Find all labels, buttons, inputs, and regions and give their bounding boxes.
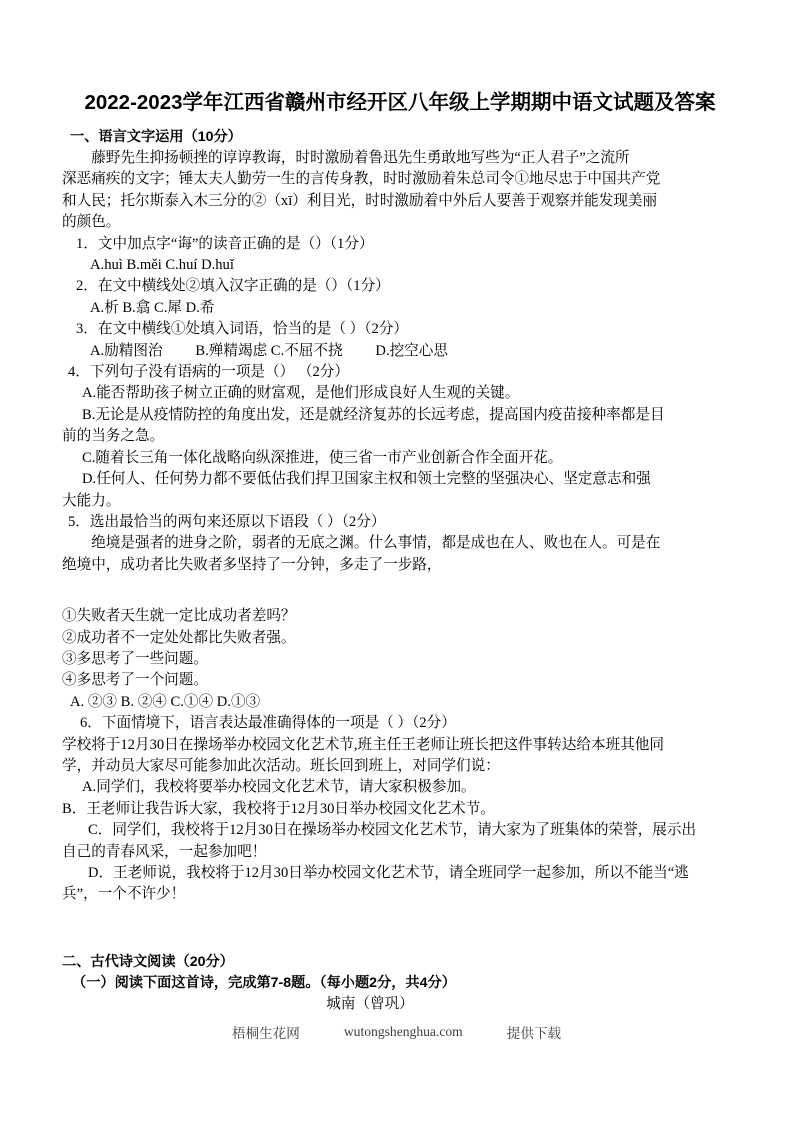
- question-6-option-c-cont: 自己的青春风采，一起参加吧！: [62, 843, 267, 860]
- question-4-option-d: D.任何人、任何势力都不要低估我们捍卫国家主权和领土完整的坚强决心、坚定意志和强: [82, 471, 651, 488]
- question-5-passage-line: 绝境是强者的进身之阶，弱者的无底之渊。什么事情，都是成也在人、败也在人。可是在: [91, 535, 661, 552]
- question-6-context-line: 学校将于12月30日在操场举办校园文化艺术节,班主任王老师让班长把这件事转达给本班其他同: [62, 736, 664, 753]
- footer-action: 提供下载: [506, 1026, 562, 1041]
- question-5-options: A. ②③ B. ②④ C.①④ D.①③: [70, 693, 261, 710]
- question-6-stem: 6．下面情境下，语言表达最准确得体的一项是（ ）（2分）: [80, 715, 456, 732]
- passage-line: 藤野先生抑扬顿挫的谆谆教诲，时时激励着鲁迅先生勇敢地写些为“正人君子”之流所: [91, 150, 630, 166]
- question-5-item-1: ①失败者天生就一定比成功者差吗？: [62, 608, 296, 625]
- question-6-context-line: 学，并动员大家尽可能参加此次活动。班长回到班上，对同学们说：: [62, 757, 500, 774]
- question-5-stem: 5．选出最恰当的两句来还原以下语段（ ）（2分）: [68, 513, 386, 530]
- passage-line: 和人民；托尔斯泰入木三分的②（xī）利目光，时时激励着中外后人要善于观察并能发现美丽: [62, 192, 658, 209]
- section-heading-two: 二、古代诗文阅读（20分）: [62, 953, 234, 970]
- section-two-subheading: （一）阅读下面这首诗，完成第7-8题。（每小题2分，共4分）: [72, 974, 456, 991]
- footer-domain: wutongshenghua.com: [343, 1024, 463, 1039]
- question-6-option-b: B．王老师让我告诉大家，我校将于12月30日举办校园文化艺术节。: [62, 800, 495, 817]
- question-3-stem: 3．在文中横线①处填入词语，恰当的是（ ）（2分）: [76, 321, 409, 338]
- footer-watermark: [0, 1022, 793, 1042]
- page-title: 2022-2023学年江西省赣州市经开区八年级上学期期中语文试题及答案: [84, 91, 716, 114]
- footer-site-name: 梧桐生花网: [231, 1026, 300, 1041]
- question-1-options: A.huì B.měi C.huí D.huǐ: [90, 257, 234, 274]
- question-3-options: A.励精图治 B.殚精竭虑 C.不屈不挠 D.挖空心思: [90, 342, 448, 359]
- passage-line: 深恶痛疾的文字；锤太夫人勤劳一生的言传身教，时时激励着朱总司令①地尽忠于中国共产党: [62, 171, 661, 188]
- question-4-stem: 4．下列句子没有语病的一项是（） （2分）: [68, 364, 349, 381]
- question-4-option-a: A.能否帮助孩子树立正确的财富观，是他们形成良好人生观的关键。: [82, 385, 520, 402]
- section-heading-one: 一、语言文字运用（10分）: [70, 129, 242, 145]
- question-4-option-c: C.随着长三角一体化战略向纵深推进，使三省一市产业创新合作全面开花。: [82, 449, 563, 466]
- question-5-item-2: ②成功者不一定处处都比失败者强。: [62, 629, 296, 646]
- question-5-passage-line: 绝境中，成功者比失败者多坚持了一分钟，多走了一步路，: [62, 556, 442, 573]
- poem-title: 城南（曾巩）: [326, 995, 414, 1012]
- question-5-item-4: ④多思考了一个问题。: [62, 672, 208, 689]
- passage-line: 的颜色。: [62, 214, 121, 231]
- question-4-option-d-cont: 大能力。: [62, 492, 121, 509]
- question-6-option-c: C．同学们，我校将于12月30日在操场举办校园文化艺术节，请大家为了班集体的荣誉，展示出: [88, 822, 697, 839]
- question-4-option-b-cont: 前的当务之急。: [62, 428, 165, 445]
- question-5-item-3: ③多思考了一些问题。: [62, 650, 208, 667]
- question-2-options: A.析 B.翕 C.犀 D.希: [90, 299, 215, 316]
- question-6-option-d: D．王老师说，我校将于12月30日举办校园文化艺术节，请全班同学一起参加，所以不能当“逃: [88, 865, 689, 881]
- question-4-option-b: B.无论是从疫情防控的角度出发，还是就经济复苏的长远考虑，提高国内疫苗接种率都是目: [82, 406, 665, 423]
- spacer: [62, 576, 738, 606]
- question-6-option-d-cont: 兵”，一个不许少！: [62, 886, 186, 903]
- section-spacer: [62, 906, 738, 952]
- question-1-stem: 1．文中加点字“诲”的读音正确的是（）（1分）: [76, 235, 374, 252]
- question-6-option-a: A.同学们，我校将要举办校园文化艺术节，请大家积极参加。: [82, 779, 476, 796]
- question-2-stem: 2．在文中横线处②填入汉字正确的是（）（1分）: [76, 278, 390, 295]
